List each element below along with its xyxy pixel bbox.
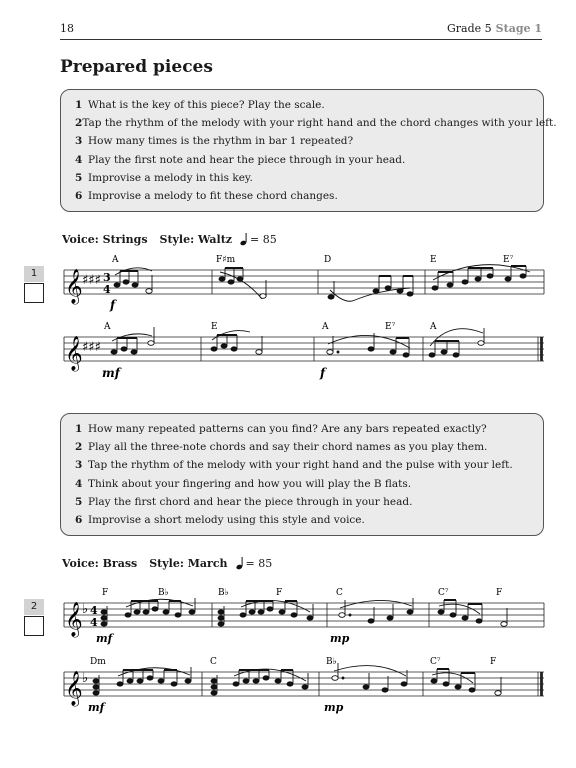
question-item <box>75 456 543 474</box>
question-item <box>75 96 543 114</box>
stage-label: Stage 1 <box>495 22 542 35</box>
piece2-style: Style: March <box>149 557 228 570</box>
question-text: Play the first chord and hear the piece through in your head. <box>88 495 413 508</box>
chord-symbol: A <box>322 322 329 332</box>
key-signature-sharps: ♯♯♯ <box>82 273 101 288</box>
chord-symbol: E <box>211 322 218 332</box>
piece1-staff-1 <box>64 270 544 294</box>
question-item <box>75 420 543 438</box>
chord-symbol: F♯m <box>216 255 236 265</box>
time-sig-top: 4 <box>90 604 98 617</box>
piece2-voice: Voice: Brass <box>62 557 138 570</box>
treble-clef-icon: 𝄞 <box>65 336 83 371</box>
question-item <box>75 438 543 456</box>
question-number: 5 <box>75 171 83 184</box>
chord-symbol: A <box>104 322 111 332</box>
page-header <box>60 22 542 40</box>
question-text: Improvise a short melody using this style and voice. <box>88 514 365 527</box>
piece1-number: 1 <box>24 266 44 282</box>
question-item <box>75 169 543 187</box>
page-number: 18 <box>60 22 74 35</box>
chord-symbol: A <box>112 255 119 265</box>
piece1-notes-line2 <box>111 327 484 357</box>
question-item <box>75 114 557 132</box>
key-signature-flat: ♭ <box>82 671 89 686</box>
piece1-tempo <box>240 233 277 246</box>
chord-symbol: E <box>430 255 437 265</box>
chord-symbol: F <box>102 588 109 598</box>
question-number: 3 <box>75 459 83 472</box>
time-sig-bottom: 4 <box>103 283 111 296</box>
piece2-slurs-line2 <box>118 666 473 683</box>
dynamic-mark: mf <box>102 366 120 380</box>
question-text: Tap the rhythm of the melody with your right hand and the pulse with your left. <box>88 459 513 472</box>
question-item <box>75 475 543 493</box>
question-number: 6 <box>75 514 83 527</box>
question-number: 6 <box>75 190 83 203</box>
question-number: 4 <box>75 477 83 490</box>
question-text: How many times is the rhythm in bar 1 repeated? <box>88 135 354 148</box>
piece1-slurs-line2 <box>112 329 483 348</box>
chord-symbol: B♭ <box>218 588 229 598</box>
piece2-notes-line1 <box>101 598 507 626</box>
crotchet-icon <box>240 233 248 246</box>
piece1-score <box>0 248 576 398</box>
dynamic-mark: mp <box>330 632 350 645</box>
piece2-score <box>0 580 576 740</box>
section-title: Prepared pieces <box>60 57 213 77</box>
question-item <box>75 132 543 150</box>
dynamic-mark: mf <box>96 632 113 645</box>
piece1-staff-2 <box>64 337 544 361</box>
chord-symbol: E⁷ <box>503 255 514 265</box>
question-text: Play the first note and hear the piece through in your head. <box>88 153 406 166</box>
chord-symbol: D <box>324 255 332 265</box>
time-sig-top: 3 <box>103 271 111 284</box>
question-text: What is the key of this piece? Play the scale. <box>88 99 325 111</box>
question-number: 2 <box>75 441 83 454</box>
question-item <box>75 187 543 205</box>
question-item <box>75 493 543 511</box>
chord-symbol: F <box>490 657 497 667</box>
questions-box-2 <box>60 413 544 536</box>
dynamic-mark: mp <box>324 701 344 714</box>
dynamic-mark: f <box>320 366 326 380</box>
question-number: 1 <box>75 423 83 435</box>
treble-clef-icon: 𝄞 <box>65 671 83 706</box>
piece2-slurs-line1 <box>126 599 480 614</box>
key-signature-sharps: ♯♯♯ <box>82 340 101 355</box>
question-text: Think about your fingering and how you will play the B flats. <box>88 477 412 490</box>
chord-symbol: C⁷ <box>438 588 449 598</box>
question-text: Improvise a melody to fit these chord changes. <box>88 190 338 203</box>
question-number: 4 <box>75 153 83 166</box>
piece2-heading <box>62 557 272 570</box>
treble-clef-icon: 𝄞 <box>65 269 83 304</box>
question-item <box>75 151 543 169</box>
piece1-style: Style: Waltz <box>159 233 233 246</box>
piece2-tempo <box>236 557 273 570</box>
crotchet-icon <box>236 557 244 570</box>
key-signature-flat: ♭ <box>82 602 89 617</box>
question-text: Tap the rhythm of the melody with your right hand and the chord changes with your left. <box>82 117 557 130</box>
chord-symbol: E⁷ <box>385 322 396 332</box>
chord-symbol: F <box>276 588 283 598</box>
piece2-number: 2 <box>24 599 44 615</box>
question-text: Improvise a melody in this key. <box>88 171 253 184</box>
time-sig-bottom: 4 <box>90 616 98 629</box>
question-text: Play all the three-note chords and say their chord names as you play them. <box>88 441 488 454</box>
dynamic-mark: mf <box>88 701 105 714</box>
piece1-heading <box>62 233 277 246</box>
piece2-staff-1 <box>64 603 544 627</box>
treble-clef-icon: 𝄞 <box>65 602 83 637</box>
question-item <box>75 511 543 529</box>
grade-label <box>447 22 542 35</box>
question-number: 1 <box>75 99 83 111</box>
question-number: 5 <box>75 495 83 508</box>
piece1-voice: Voice: Strings <box>62 233 148 246</box>
chord-symbol: C⁷ <box>430 657 441 667</box>
questions-box-1 <box>60 89 557 212</box>
piece1-tempo-value: = 85 <box>250 233 277 246</box>
chord-symbol: B♭ <box>326 657 337 667</box>
chord-symbol: A <box>430 322 437 332</box>
chord-symbol: B♭ <box>158 588 169 598</box>
question-text: How many repeated patterns can you find? Are any bars repeated exactly? <box>88 423 487 435</box>
dynamic-mark: f <box>110 298 116 312</box>
chord-symbol: C <box>336 588 343 598</box>
chord-symbol: Dm <box>90 657 106 667</box>
piece2-tempo-value: = 85 <box>245 557 273 570</box>
chord-symbol: C <box>210 657 217 667</box>
grade-text: Grade 5 <box>447 22 492 35</box>
question-number: 2 <box>75 117 83 130</box>
question-number: 3 <box>75 135 83 148</box>
chord-symbol: F <box>496 588 503 598</box>
